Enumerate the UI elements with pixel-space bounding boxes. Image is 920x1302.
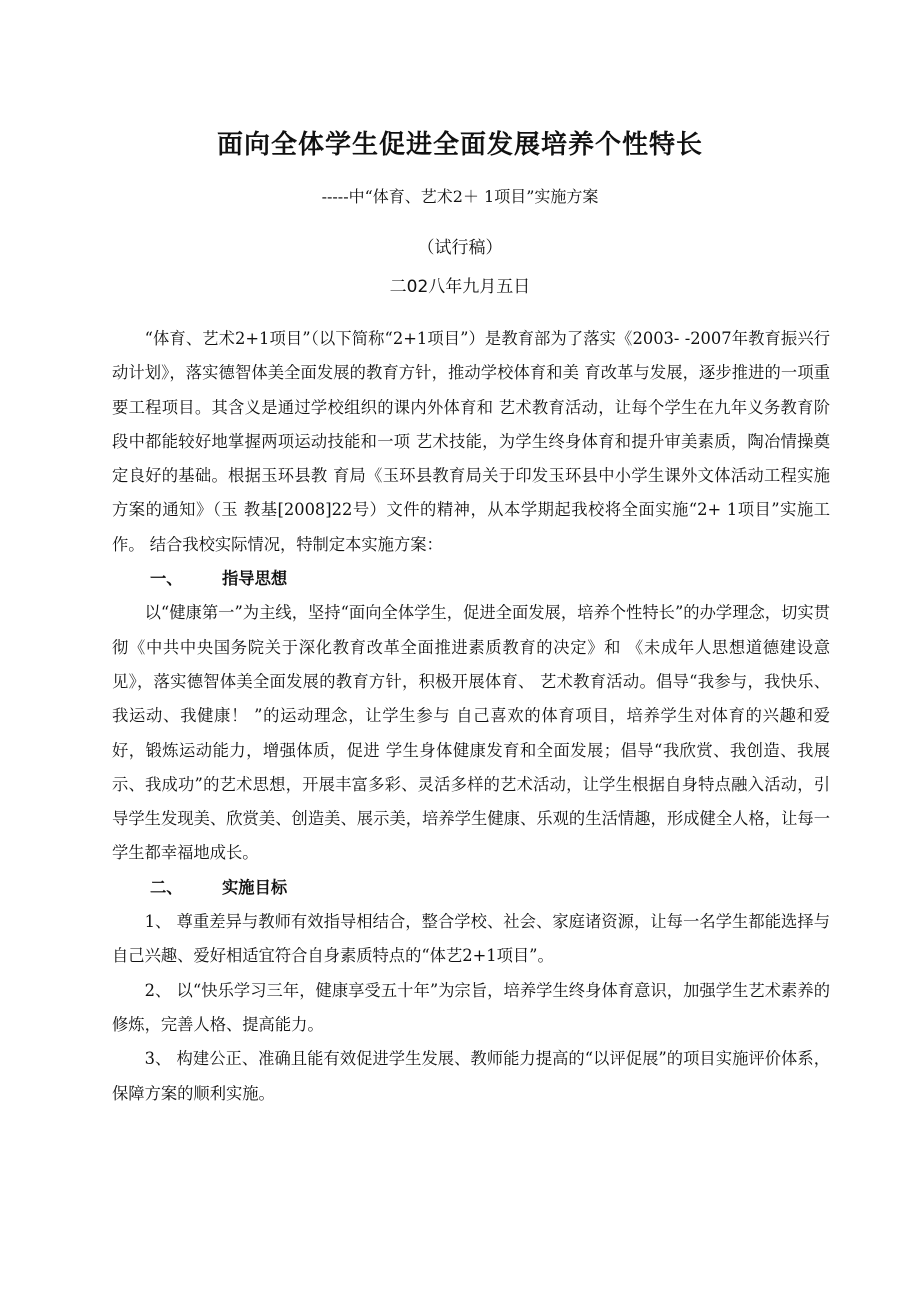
section-1-title: 指导思想	[222, 569, 288, 589]
draft-note: （试行稿）	[417, 238, 503, 258]
section-2-title: 实施目标	[222, 877, 288, 897]
section-2-item-1: 1、 尊重差异与教师有效指导相结合，整合学校、社会、家庭诸资源，让每一名学生都能选择与自己兴趣、爱好相适宜符合自身素质特点的“体艺2+1项目”。	[112, 912, 830, 966]
section-2-heading	[112, 871, 830, 905]
section-2-item-3: 3、 构建公正、准确且能有效促进学生发展、教师能力提高的“以评促展”的项目实施评价体系，保障方案的顺利实施。	[112, 1049, 830, 1103]
document-date: 二02八年九月五日	[389, 277, 531, 297]
document-subtitle: -----中“体育、艺术2＋ 1项目”实施方案	[321, 187, 599, 206]
section-1-heading	[112, 562, 830, 596]
document-body	[112, 322, 830, 1111]
section-2-number: 二、	[150, 877, 183, 897]
intro-paragraph: “体育、艺术2+1项目”（以下简称“2+1项目”）是教育部为了落实《2003- -2007年教育振兴行动计划》，落实德智体美全面发展的教育方针，推动学校体育和美 育改革与发展，逐步推进的一项重要工程项目。其含义是通过学校组织的课内外体育和 艺术教育活动，让每个学生在九年义务教育阶段中都能较好地掌握两项运动技能和一项 艺术技能，为学生终身体育和提升审美素质，陶冶情操奠定良好的基础。根据玉环县教 育局《玉环县教育局关于印发玉环县中小学生课外文体活动工程实施方案的通知》（玉 教基[2008]22号）文件的精神，从本学期起我校将全面实施“2+ 1项目”实施工作。 结合我校实际情况，特制定本实施方案：	[112, 329, 830, 554]
section-2-item-2: 2、 以“快乐学习三年，健康享受五十年”为宗旨，培养学生终身体育意识，加强学生艺术素养的修炼，完善人格、提高能力。	[112, 980, 830, 1034]
document-title: 面向全体学生促进全面发展培养个性特长	[216, 130, 703, 160]
section-1-paragraph: 以“健康第一”为主线，坚持“面向全体学生，促进全面发展，培养个性特长”的办学理念，切实贯彻《中共中央国务院关于深化教育改革全面推进素质教育的决定》和 《未成年人思想道德建设意见》，落实德智体美全面发展的教育方针，积极开展体育、 艺术教育活动。倡导“我参与，我快乐、我运动、我健康！ ”的运动理念，让学生参与 自己喜欢的体育项目，培养学生对体育的兴趣和爱好，锻炼运动能力，增强体质，促进 学生身体健康发育和全面发展；倡导“我欣赏、我创造、我展示、我成功”的艺术思想，开展丰富多彩、灵活多样的艺术活动，让学生根据自身特点融入活动，引导学生发现美、欣赏美、创造美、展示美，培养学生健康、乐观的生活情趣，形成健全人格，让每一学生都幸福地成长。	[112, 603, 830, 863]
section-1-number: 一、	[150, 569, 183, 589]
